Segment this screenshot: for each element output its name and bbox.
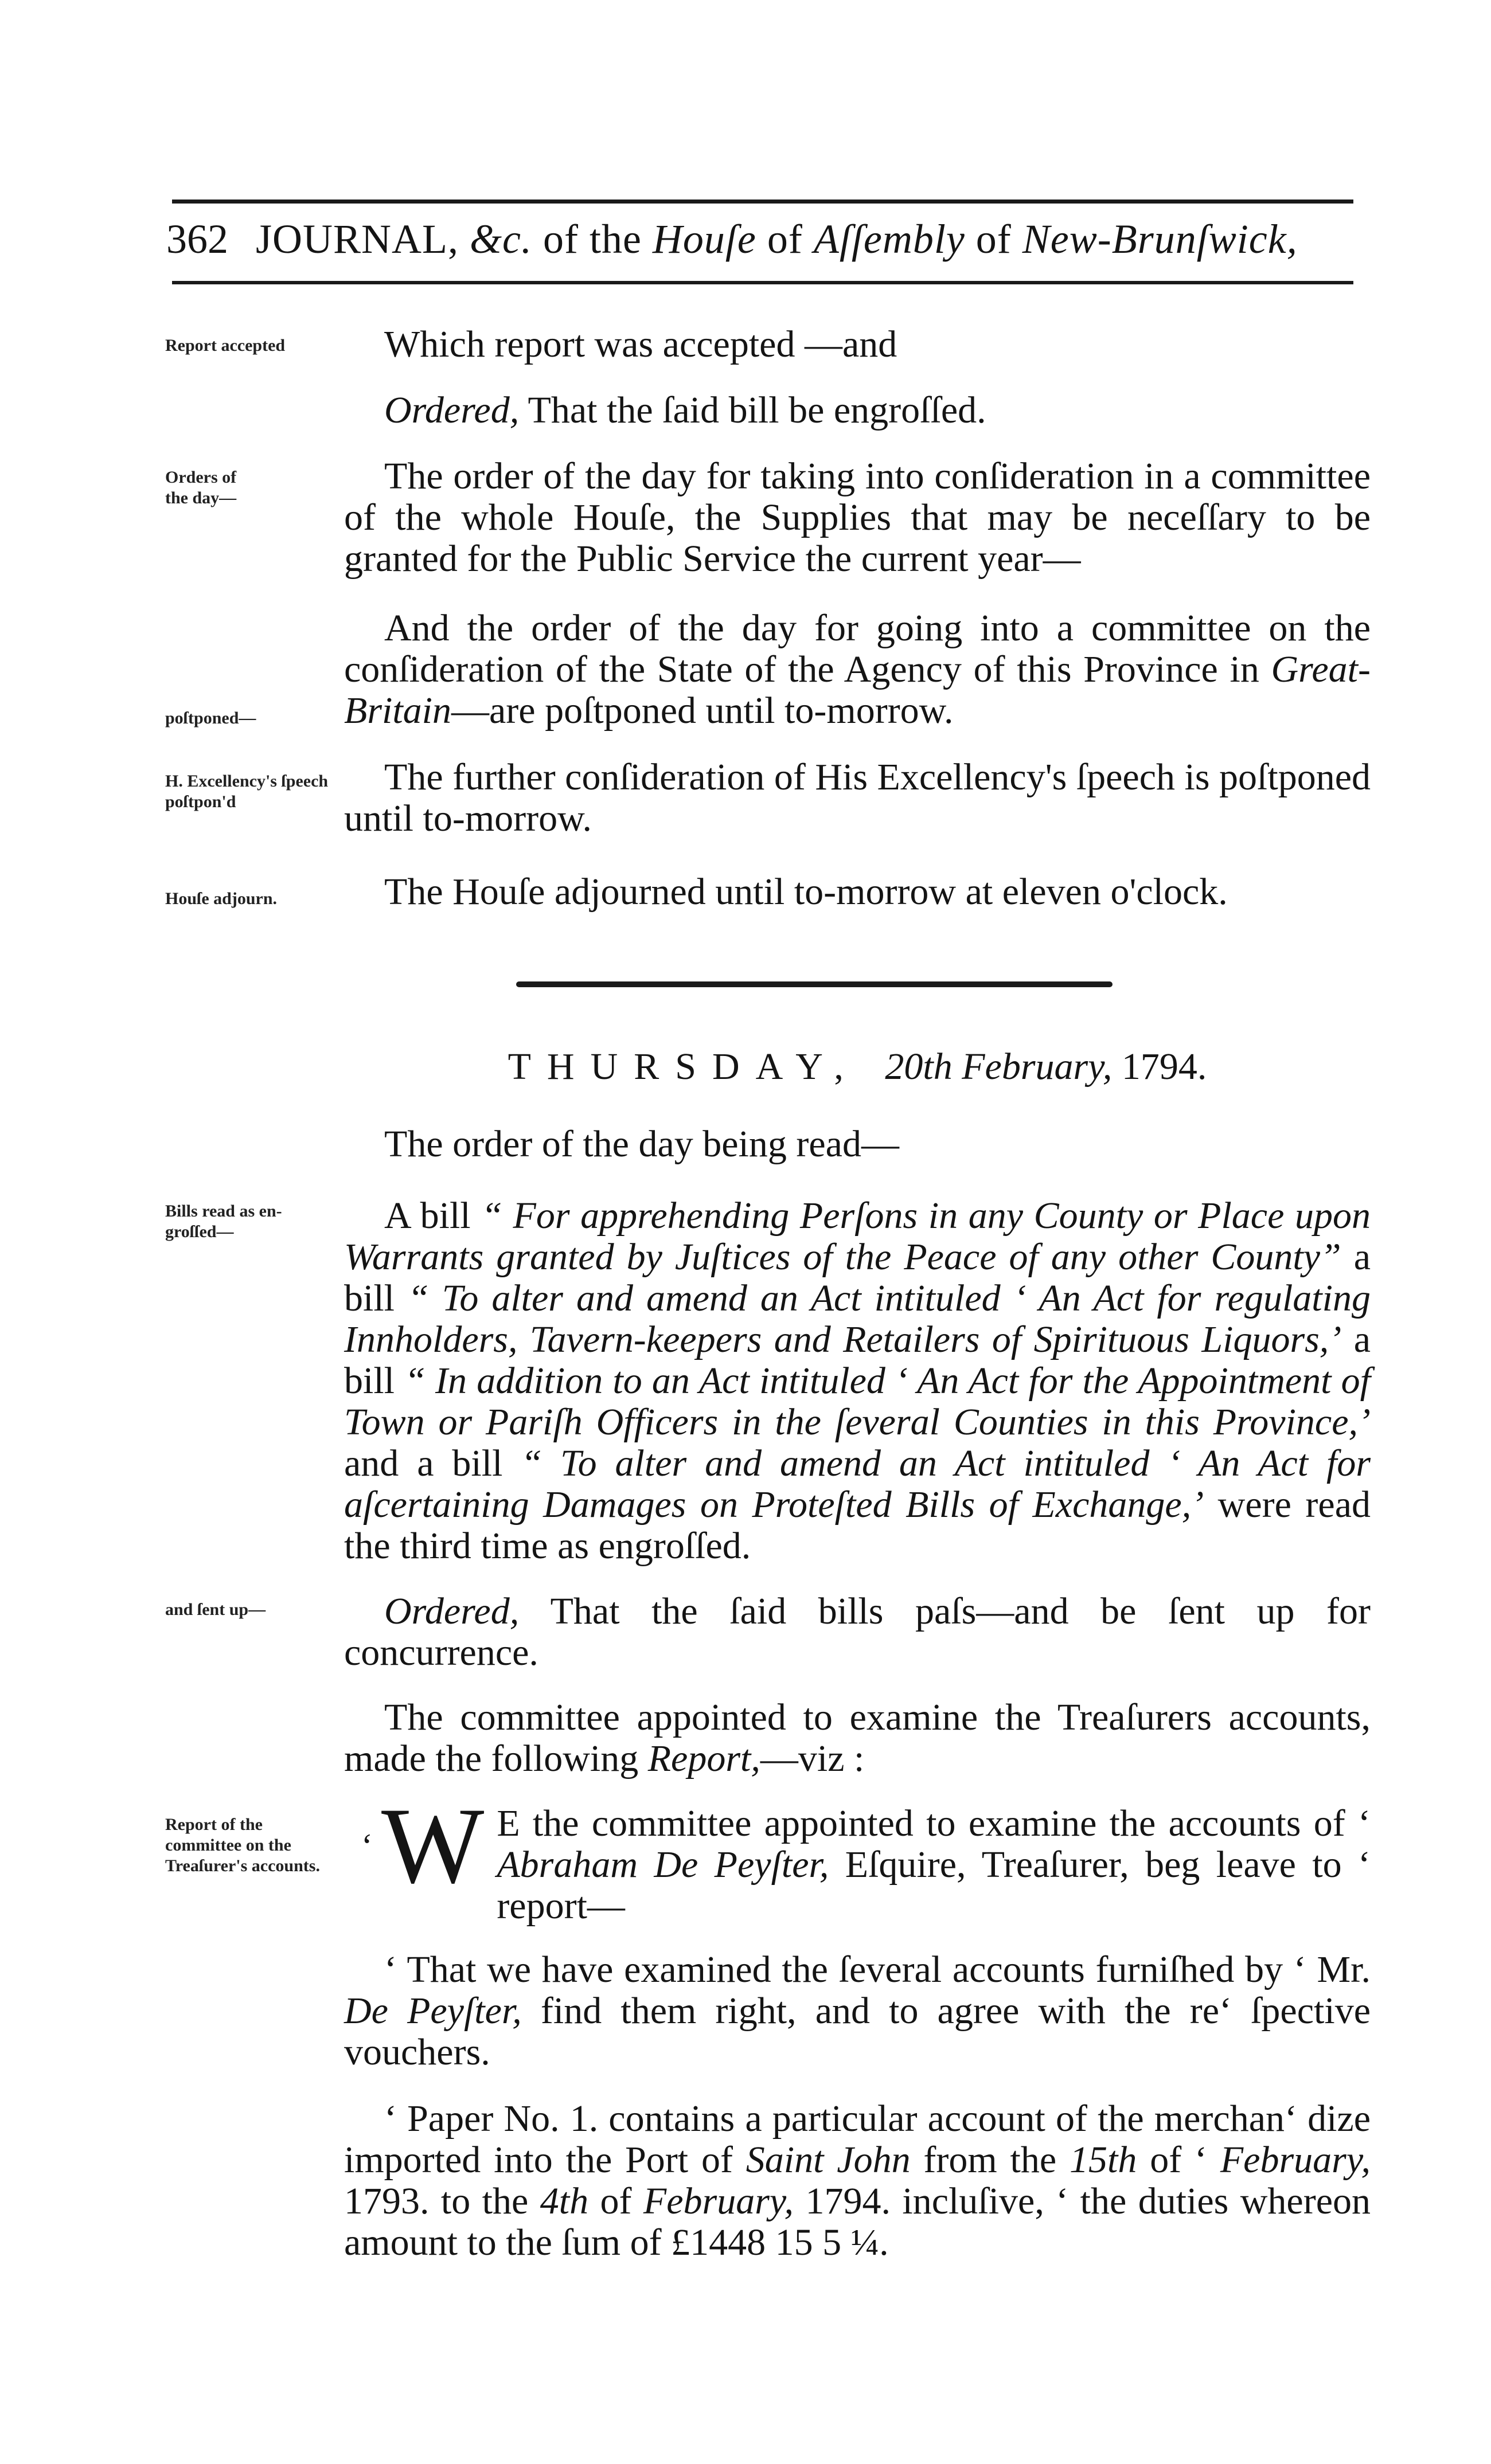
paragraph-bills-read: A bill “ For apprehending Perſons in any County or Place upon Warrants granted by Juſtices of the Peace of any other County” a bill “ To alter and amend an Act intituled ‘ An Act for regulating Innholders, Tavern-keepers and Retailers of Spirituous Liquors,’ a bill “ In addition to an Act intituled ‘ An Act for the Appointment of Town or Pariſh Officers in the ſeveral Counties in this Province,’ and a bill “ To alter and amend an Act intituled ‘ An Act for aſcertaining Damages on Proteſted Bills of Exchange,’ were read the third time as engroſſed.: [344, 1195, 1371, 1567]
margin-note-postponed: poſtponed—: [165, 709, 256, 728]
drop-cap: ‘ W: [361, 1786, 485, 1906]
header-rule: [172, 281, 1353, 284]
page-number: 362: [166, 216, 228, 262]
paragraph-paper-no-1: ‘ Paper No. 1. contains a particular account of the merchan‘ dize imported into the Port of Saint John from the 15th of ‘ February, 1793. to the 4th of February, 1794. incluſive, ‘ the duties whereon amount to the ſum of £1448 15 5 ¼.: [344, 2098, 1371, 2263]
margin-note-speech: H. Excellency's ſpeech poſtpon'd: [165, 772, 329, 811]
paragraph-report-accepted: Which report was accepted —and: [384, 323, 897, 365]
paragraph-order-agency: And the order of the day for going into a committee on the conſideration of the State of the Agency of this Province in Great-Britain—are poſtponed until to-morrow.: [344, 607, 1371, 732]
paragraph-committee-report: The committee appointed to examine the Treaſurers accounts, made the following Report,—viz :: [344, 1696, 1371, 1779]
margin-note-sent-up: and ſent up—: [165, 1600, 266, 1619]
margin-note-report-accepted: Report accepted: [165, 336, 286, 355]
paragraph-speech-postponed: The further conſideration of His Excellency's ſpeech is poſtponed until to-morrow.: [344, 756, 1371, 839]
margin-note-orders: Orders of the day—: [165, 468, 237, 507]
header-title: JOURNAL, &c. of the Houſe of Aſſembly of New-Brunſwick,: [256, 216, 1298, 262]
date-heading: THURSDAY, 20th February, 1794.: [508, 1046, 1207, 1088]
paragraph-order-supplies: The order of the day for taking into conſideration in a committee of the whole Houſe, the Supplies that may be neceſſary to be granted for the Public Service the current year—: [344, 455, 1371, 580]
paragraph-accounts-examined: ‘ That we have examined the ſeveral accounts furniſhed by ‘ Mr. De Peyſter, find them right, and to agree with the re‘ ſpective vouchers.: [344, 1949, 1371, 2073]
paragraph-order-read: The order of the day being read—: [384, 1123, 899, 1165]
margin-note-adjourn: Houſe adjourn.: [165, 889, 278, 908]
paragraph-report-opening: ‘ W E the committee appointed to examine the accounts of ‘ Abraham De Peyſter, Eſquire, Treaſurer, beg leave to ‘ report—: [361, 1786, 1371, 1927]
paragraph-house-adjourned: The Houſe adjourned until to-morrow at eleven o'clock.: [384, 871, 1228, 913]
section-divider: [516, 981, 1113, 987]
paragraph-ordered-engrossed: Ordered, That the ſaid bill be engroſſed.: [384, 389, 986, 431]
running-header: [166, 208, 1359, 271]
paragraph-bills-pass: Ordered, That the ſaid bills paſs—and be ſent up for concurrence.: [344, 1590, 1371, 1673]
margin-note-bills: Bills read as en-groſſed—: [165, 1202, 282, 1241]
margin-note-report-committee: Report of the committee on the Treaſurer's accounts.: [165, 1815, 320, 1875]
top-rule: [172, 200, 1353, 204]
